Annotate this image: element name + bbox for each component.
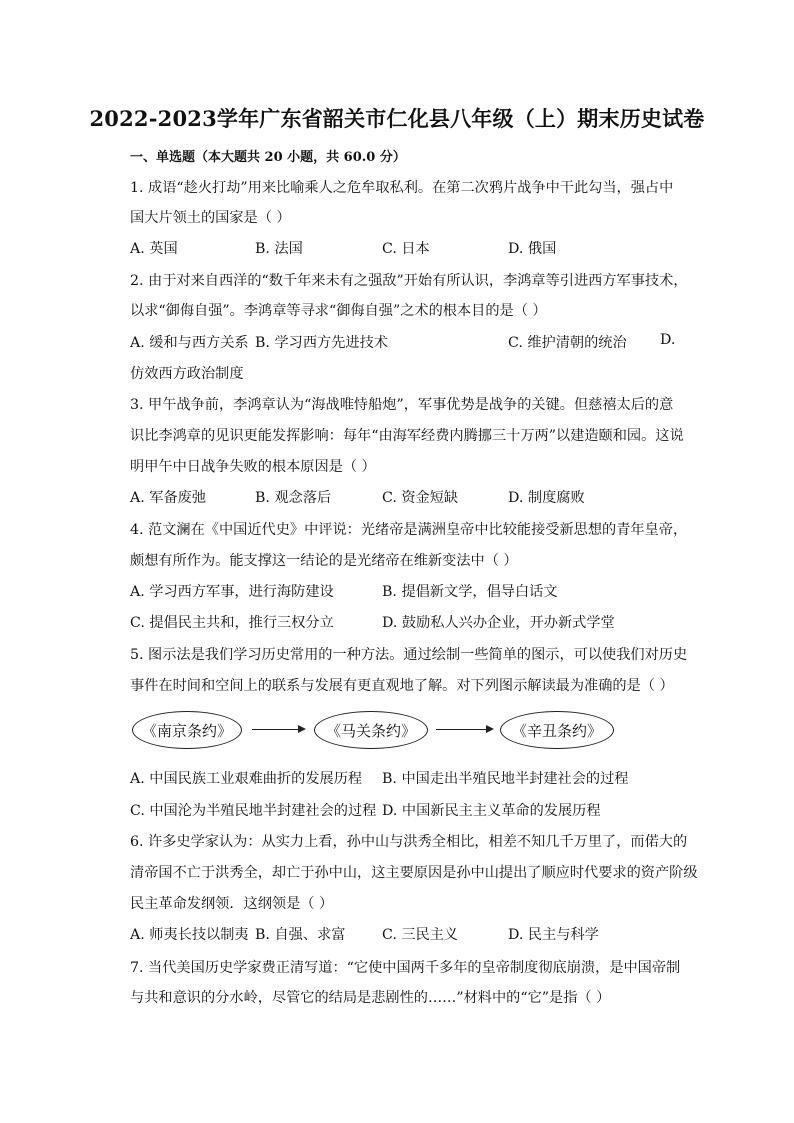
question-3-option-b: B. 观念落后 — [255, 490, 332, 506]
arrow-right-icon — [252, 729, 304, 730]
question-4-line-1: 4. 范文澜在《中国近代史》中评说：光绪帝是满洲皇帝中比较能接受新思想的青年皇帝， — [130, 522, 688, 538]
question-4-line-2: 颇想有所作为。能支撑这一结论的是光绪帝在维新变法中（ ） — [130, 553, 518, 569]
question-1-option-b: B. 法国 — [255, 241, 303, 257]
question-5-option-c: C. 中国沦为半殖民地半封建社会的过程 — [130, 803, 377, 819]
question-2-option-a: A. 缓和与西方关系 — [130, 335, 249, 351]
question-2-line-2: 以求“御侮自强”。李鸿章等寻求“御侮自强”之术的根本目的是（ ） — [130, 303, 547, 319]
question-2-line-1: 2. 由于对来自西洋的“数千年来未有之强敌”开始有所认识，李鸿章等引进西方军事技术， — [130, 273, 688, 289]
question-3-option-a: A. 军备废弛 — [130, 490, 207, 506]
treaty-oval-nanjing: 《南京条约》 — [132, 711, 242, 749]
question-1-option-c: C. 日本 — [382, 241, 430, 257]
question-6-line-2: 清帝国不亡于洪秀全，却亡于孙中山，这主要原因是孙中山提出了顺应时代要求的资产阶级 — [130, 865, 698, 881]
question-6-line-3: 民主革命发纲领．这纲领是（ ） — [130, 896, 334, 912]
section-heading: 一、单选题（本大题共 20 小题，共 60.0 分） — [130, 150, 406, 165]
question-1-line-2: 国大片领土的国家是（ ） — [130, 210, 291, 226]
question-3-option-c: C. 资金短缺 — [382, 490, 459, 506]
treaty-flow-diagram — [130, 707, 650, 751]
question-3-option-d: D. 制度腐败 — [508, 490, 585, 506]
question-4-option-d: D. 鼓励私人兴办企业，开办新式学堂 — [382, 615, 615, 631]
question-4-option-a: A. 学习西方军事，进行海防建设 — [130, 584, 334, 600]
question-3-line-1: 3. 甲午战争前，李鸿章认为“海战唯恃船炮”，军事优势是战争的关键。但慈禧太后的意 — [130, 397, 674, 413]
question-3-line-3: 明甲午中日战争失败的根本原因是（ ） — [130, 459, 376, 475]
treaty-oval-xinchou: 《辛丑条约》 — [500, 711, 614, 749]
question-3-line-2: 识比李鸿章的见识更能发挥影响：每年“由海军经费内腾挪三十万两”以建造颐和园。这说 — [130, 428, 684, 444]
question-5-option-d: D. 中国新民主主义革命的发展历程 — [382, 803, 601, 819]
question-4-option-b: B. 提倡新文学，倡导白话文 — [382, 584, 558, 600]
question-5-option-b: B. 中国走出半殖民地半封建社会的过程 — [382, 771, 629, 787]
question-1-option-d: D. 俄国 — [508, 241, 557, 257]
question-2-option-b: B. 学习西方先进技术 — [255, 335, 388, 351]
question-2-option-d: D. — [660, 332, 676, 348]
question-1-line-1: 1. 成语“趁火打劫”用来比喻乘人之危牟取私利。在第二次鸦片战争中干此勾当，强占中 — [130, 180, 674, 196]
question-2-option-c: C. 维护清朝的统治 — [508, 335, 627, 351]
page-title: 2022-2023学年广东省韶关市仁化县八年级（上）期末历史试卷 — [89, 106, 705, 131]
question-6-line-1: 6. 许多史学家认为：从实力上看，孙中山与洪秀全相比，相差不知几千万里了，而偌大的 — [130, 834, 688, 850]
question-6-option-b: B. 自强、求富 — [255, 927, 346, 943]
treaty-oval-maguan: 《马关条约》 — [314, 711, 428, 749]
question-5-option-a: A. 中国民族工业艰难曲折的发展历程 — [130, 771, 363, 787]
question-6-option-a: A. 师夷长技以制夷 — [130, 927, 249, 943]
question-6-option-c: C. 三民主义 — [382, 927, 459, 943]
question-1-option-a: A. 英国 — [130, 241, 178, 257]
question-7-line-2: 与共和意识的分水岭，尽管它的结局是悲剧性的……”材料中的“它”是指（ ） — [130, 990, 611, 1006]
question-5-line-1: 5. 图示法是我们学习历史常用的一种方法。通过绘制一些简单的图示，可以使我们对历史 — [130, 647, 688, 663]
arrow-right-icon — [436, 729, 492, 730]
question-6-option-d: D. 民主与科学 — [508, 927, 599, 943]
question-2-option-d-text: 仿效西方政治制度 — [130, 366, 244, 382]
question-7-line-1: 7. 当代美国历史学家费正清写道：“它使中国两千多年的皇帝制度彻底崩溃，是中国帝制 — [130, 960, 681, 976]
question-5-line-2: 事件在时间和空间上的联系与发展有更直观地了解。对下列图示解读最为准确的是（ ） — [130, 678, 674, 694]
question-4-option-c: C. 提倡民主共和，推行三权分立 — [130, 615, 334, 631]
